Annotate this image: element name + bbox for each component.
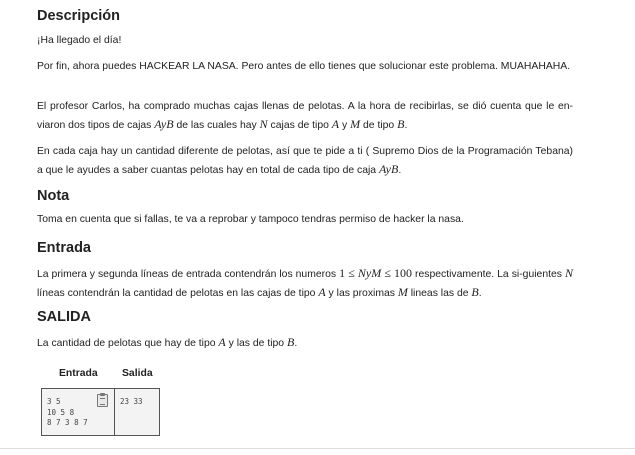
sample-output-box[interactable] [114,388,160,436]
paragraph-hack: Por fin, ahora puedes HACKEAR LA NASA. Pero antes de ello tienes que solucionar este problema. MUAHAHAHA. [37,61,571,72]
sample-input-line: 8 7 3 8 7 [47,418,88,427]
paragraph-nota: Toma en cuenta que si fallas, te va a reprobar y tampoco tendras permiso de hacker la nasa. [37,214,464,225]
clipboard-icon[interactable] [97,394,108,407]
sample-output-line: 23 33 [120,397,143,406]
paragraph-boxes: El profesor Carlos, ha comprado muchas cajas llenas de pelotas. A la hora de recibirlas, se dió cuenta que le en-viaron dos tipos de cajas AyB de las cuales hay N cajas de tipo A y M de tipo B. [37,101,573,131]
sample-output-header: Salida [122,368,153,379]
paragraph-intro: ¡Ha llegado el día! [37,35,122,46]
section-title-descripcion: Descripción [37,8,120,24]
paragraph-task: En cada caja hay un cantidad diferente de pelotas, así que te pide a ti ( Supremo Dios de la Programación Tebana) a que le ayudes a saber cuantas pelotas hay en total de cada tipo de caja AyB. [37,146,573,176]
sample-input-header: Entrada [59,368,98,379]
section-title-entrada: Entrada [37,240,91,256]
sample-input-line: 3 5 [47,397,61,406]
paragraph-salida: La cantidad de pelotas que hay de tipo A y las de tipo B. [37,335,298,349]
sample-input-box[interactable] [41,388,115,436]
sample-input-line: 10 5 8 [47,407,75,417]
divider [0,448,635,449]
section-title-salida: SALIDA [37,309,91,325]
paragraph-entrada: La primera y segunda líneas de entrada contendrán los numeros 1 ≤ NyM ≤ 100 respectivamente. La si-guientes N líneas contendrán la cantidad de pelotas en las cajas de tipo A y las proximas M lineas las de B. [37,266,573,299]
section-title-nota: Nota [37,188,70,204]
